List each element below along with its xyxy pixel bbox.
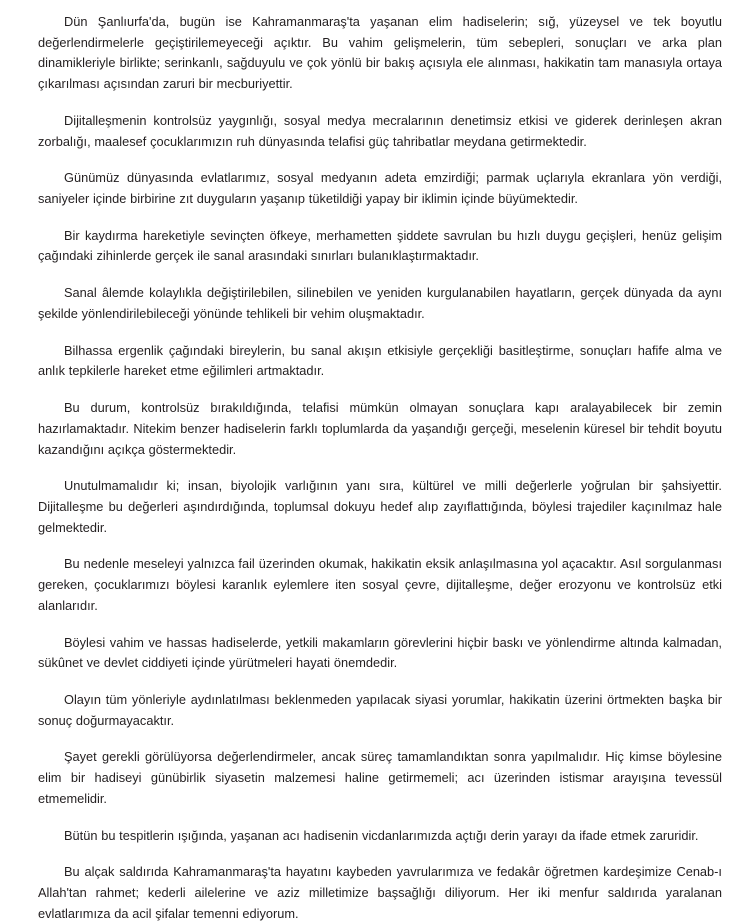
document-paragraph: Şayet gerekli görülüyorsa değerlendirmeler, ancak süreç tamamlandıktan sonra yapılmalıdır. Hiç kimse böylesine elim bir hadiseyi günübirlik siyasetin malzemesi haline getirmemeli; acı üzerinden istismar arayışına tevessül etmemelidir. (38, 749, 722, 806)
document-paragraph: Bu alçak saldırıda Kahramanmaraş'ta hayatını kaybeden yavrularımıza ve fedakâr öğretmen kardeşimize Cenab-ı Allah'tan rahmet; kederli ailelerine ve aziz milletimize başsağlığı diliyorum. Her iki menfur saldırıda yaralanan evlatlarımıza da acil şifalar temenni ediyorum. (38, 864, 722, 921)
document-paragraph: Dijitalleşmenin kontrolsüz yaygınlığı, sosyal medya mecralarının denetimsiz etkisi ve giderek derinleşen akran zorbalığı, maalesef çocuklarımızın ruh dünyasında telafisi güç tahribatlar meydana getirmektedir. (38, 112, 722, 149)
document-paragraph: Bilhassa ergenlik çağındaki bireylerin, bu sanal akışın etkisiyle gerçekliği basitleştirme, sonuçları hafife alma ve anlık tepkilerle hareket etme eğilimleri artmaktadır. (38, 342, 722, 379)
document-paragraph: Bir kaydırma hareketiyle sevinçten öfkeye, merhametten şiddete savrulan bu hızlı duygu geçişleri, henüz gelişim çağındaki zihinlerde gerçek ile sanal arasındaki sınırları bulanıklaştırmaktadır. (38, 227, 722, 264)
document-paragraph: Bu nedenle meseleyi yalnızca fail üzerinden okumak, hakikatin eksik anlaşılmasına yol açacaktır. Asıl sorgulanması gereken, çocuklarımızı böylesi karanlık eylemlere iten sosyal çevre, dijitalleşme, değer erozyonu ve kontrolsüz etki alanlarıdır. (38, 556, 722, 613)
document-paragraph: Olayın tüm yönleriyle aydınlatılması beklenmeden yapılacak siyasi yorumlar, hakikatin üzerini örtmekten başka bir sonuç doğurmayacaktır. (38, 691, 722, 728)
document-paragraph: Böylesi vahim ve hassas hadiselerde, yetkili makamların görevlerini hiçbir baskı ve yönlendirme altında kalmadan, sükûnet ve devlet ciddiyeti içinde yürütmeleri hayati önemdedir. (38, 634, 722, 671)
document-paragraph: Bu durum, kontrolsüz bırakıldığında, telafisi mümkün olmayan sonuçlara kapı aralayabilecek bir zemin hazırlamaktadır. Nitekim benzer hadiselerin farklı toplumlarda da yaşandığı gerçeği, meselenin küresel bir tehdit boyutu kazandığını açıkça göstermektedir. (38, 400, 722, 457)
document-paragraph: Dün Şanlıurfa'da, bugün ise Kahramanmaraş'ta yaşanan elim hadiselerin; sığ, yüzeysel ve tek boyutlu değerlendirmelerle geçiştirilemeyeceği açıktır. Bu vahim gelişmelerin, tüm sebepleri, sonuçları ve arka plan dinamikleriyle birlikte; serinkanlı, sağduyulu ve çok yönlü bir bakış açısıyla ele alınması, hakikatin tam manasıyla ortaya çıkarılması açısından zaruri bir mecburiyettir. (38, 14, 722, 92)
document-paragraph: Sanal âlemde kolaylıkla değiştirilebilen, silinebilen ve yeniden kurgulanabilen hayatların, gerçek dünyada da aynı şekilde yönlendirilebileceği yönünde tehlikeli bir vehim oluşmaktadır. (38, 285, 722, 321)
document-paragraph: Günümüz dünyasında evlatlarımız, sosyal medyanın adeta emzirdiği; parmak uçlarıyla ekranlara yön verdiği, saniyeler içinde birbirine zıt duyguların yaşanıp tüketildiği yapay bir iklimin içinde büyümektedir. (38, 170, 722, 207)
document-paragraph: Bütün bu tespitlerin ışığında, yaşanan acı hadisenin vicdanlarımızda açtığı derin yarayı da ifade etmek zaruridir. (64, 827, 699, 843)
document-paragraph: Unutulmamalıdır ki; insan, biyolojik varlığının yanı sıra, kültürel ve milli değerlerle yoğrulan bir şahsiyettir. Dijitalleşme bu değerleri aşındırdığında, toplumsal dokuyu hedef alıp zayıflattığında, böylesi trajediler kaçınılmaz hale gelmektedir. (38, 478, 722, 535)
